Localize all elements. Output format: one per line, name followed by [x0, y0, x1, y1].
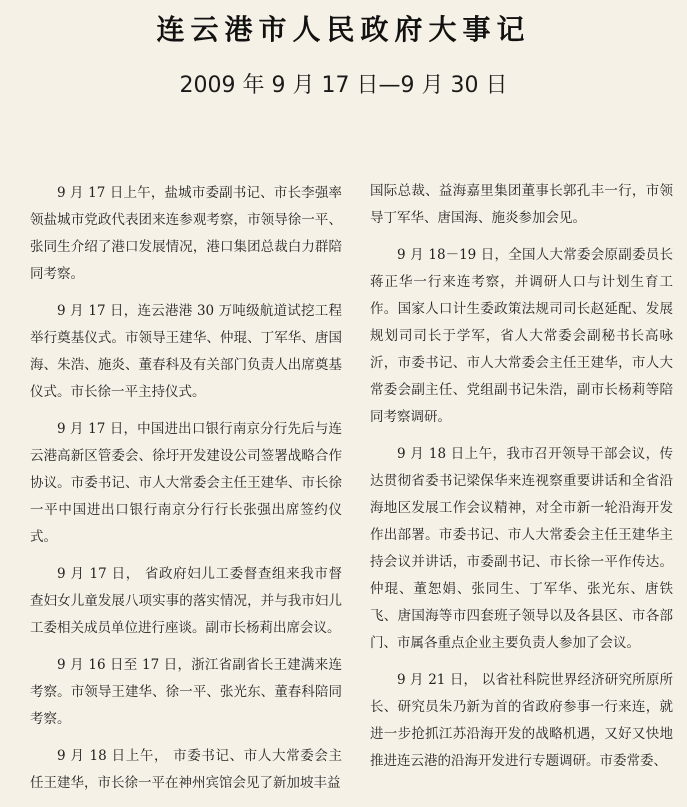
entry-paragraph: 9 月 17 日，中国进出口银行南京分行先后与连云港高新区管委会、徐圩开发建设公司签署战略合作协议。市委书记、市人大常委会主任王建华、市长徐一平中国进出口银行南京分行行长张强出席签约仪式。	[30, 421, 342, 545]
entry-paragraph: 9 月 18 日上午， 市委书记、市人大常委会主任王建华，市长徐一平在神州宾馆会见了新加坡丰益	[30, 748, 342, 791]
entry-paragraph: 9 月 17 日上午，盐城市委副书记、市长李强率领盐城市党政代表团来连参观考察，市领导徐一平、张同生介绍了港口发展情况，港口集团总裁白力群陪同考察。	[30, 185, 342, 282]
left-column	[30, 180, 342, 807]
right-column	[370, 178, 673, 785]
entry-paragraph: 9 月 18 日上午，我市召开领导干部会议，传达贯彻省委书记梁保华来连视察重要讲话和全省沿海地区发展工作会议精神，对全市新一轮沿海开发作出部署。市委书记、市人大常委会主任王建华主持会议并讲话，市委副书记、市长徐一平作传达。仲琨、董恕娟、张同生、丁军华、张光东、唐铁飞、唐国海等市四套班子领导以及各县区、市各部门、市属各重点企业主要负责人参加了会议。	[370, 446, 673, 651]
continued-paragraph: 国际总裁、益海嘉里集团董事长郭孔丰一行，市领导丁军华、唐国海、施炎参加会见。	[370, 183, 673, 226]
entry-paragraph: 9 月 17 日， 省政府妇儿工委督查组来我市督查妇女儿童发展八项实事的落实情况，并与我市妇儿工委相关成员单位进行座谈。副市长杨莉出席会议。	[30, 566, 342, 636]
entry-paragraph: 9 月 17 日，连云港港 30 万吨级航道试挖工程举行奠基仪式。市领导王建华、仲琨、丁军华、唐国海、朱浩、施炎、董春科及有关部门负责人出席奠基仪式。市长徐一平主持仪式。	[30, 303, 342, 400]
entry-paragraph: 9 月 18－19 日，全国人大常委会原副委员长蒋正华一行来连考察，并调研人口与计划生育工作。国家人口计生委政策法规司司长赵延配、发展规划司司长于学军，省人大常委会副秘书长高咏沂，市委书记、市人大常委会主任王建华，市人大常委会副主任、党组副书记朱浩，副市长杨莉等陪同考察调研。	[370, 247, 673, 425]
entry-paragraph: 9 月 21 日， 以省社科院世界经济研究所原所长、研究员朱乃新为首的省政府参事一行来连，就进一步抢抓江苏沿海开发的战略机遇，又好又快地推进连云港的沿海开发进行专题调研。市委常委、	[370, 672, 673, 769]
entry-paragraph: 9 月 16 日至 17 日，浙江省副省长王建满来连考察。市领导王建华、徐一平、张光东、董春科陪同考察。	[30, 657, 342, 727]
page-title: 连云港市人民政府大事记	[156, 13, 531, 46]
date-range: 2009 年 9 月 17 日—9 月 30 日	[179, 73, 508, 98]
